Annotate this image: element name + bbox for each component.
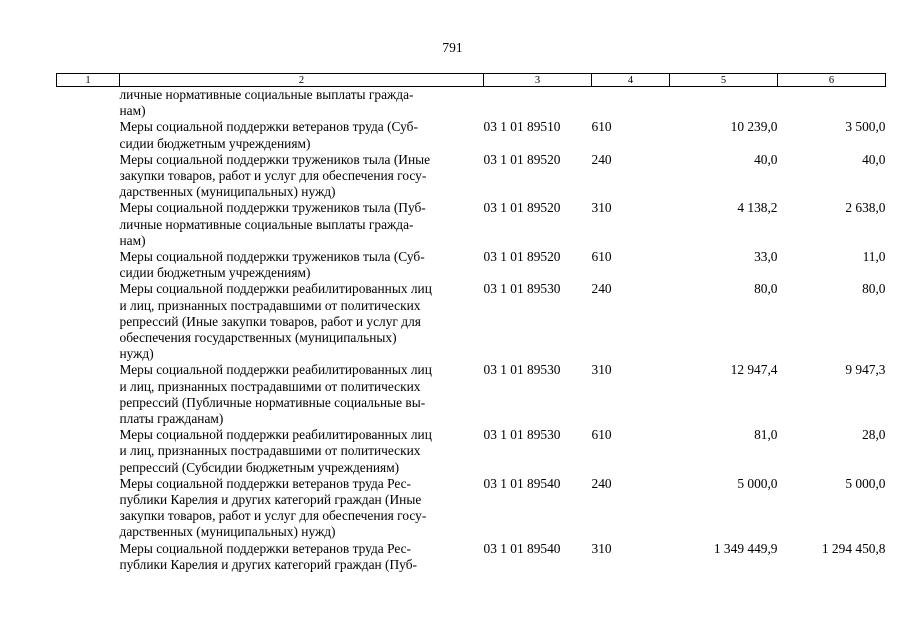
amount-column-6: 40,0	[862, 151, 886, 167]
row-number-cell	[57, 541, 120, 573]
budget-table	[56, 73, 886, 573]
expense-description: Меры социальной поддержки ветеранов труда Рес- публики Карелия и других категорий граждан (Иные закупки товаров, работ и услуг для обеспечения госу- дарственных (муниципальных) нужд)	[119, 475, 427, 540]
amount-column-5: 40,0	[754, 151, 778, 167]
row-number-cell	[57, 427, 120, 476]
expense-type-code: 240	[591, 281, 612, 297]
amount-column-6: 11,0	[862, 249, 886, 265]
amount-column-5: 4 138,2	[737, 200, 778, 216]
target-article-code: 03 1 01 89520	[483, 200, 561, 216]
expense-type-code: 610	[591, 427, 612, 443]
table-row	[57, 281, 886, 362]
row-number-cell	[57, 119, 120, 151]
target-article-code	[484, 87, 592, 120]
amount-column-5: 10 239,0	[730, 119, 778, 135]
target-article-code: 03 1 01 89540	[483, 540, 561, 556]
expense-description: Меры социальной поддержки тружеников тыла (Иные закупки товаров, работ и услуг для обеспечения госу- дарственных (муниципальных) нужд)	[119, 151, 431, 200]
row-number-cell	[57, 200, 120, 249]
expense-description: Меры социальной поддержки реабилитированных лиц и лиц, признанных пострадавшими от политических репрессий (Субсидии бюджетным учреждениям)	[119, 427, 432, 475]
row-number-cell	[57, 362, 120, 427]
table-row	[57, 476, 886, 541]
amount-column-6: 3 500,0	[845, 119, 886, 135]
amount-column-6: 1 294 450,8	[821, 540, 886, 556]
target-article-code: 03 1 01 89530	[483, 362, 561, 378]
target-article-code: 03 1 01 89510	[483, 119, 561, 135]
amount-column-6: 80,0	[862, 281, 886, 297]
amount-column-6: 2 638,0	[845, 200, 886, 216]
expense-type-code: 310	[591, 540, 612, 556]
page-number: 791	[442, 40, 463, 55]
amount-column-5: 81,0	[754, 427, 778, 443]
row-number-cell	[57, 249, 120, 281]
target-article-code: 03 1 01 89520	[483, 151, 561, 167]
expense-description: личные нормативные социальные выплаты гражда- нам)	[119, 87, 414, 119]
table-row	[57, 152, 886, 201]
expense-description: Меры социальной поддержки реабилитированных лиц и лиц, признанных пострадавшими от политических репрессий (Иные закупки товаров, работ и услуг для обеспечения государственных (муниципальных) нужд)	[119, 281, 432, 362]
expense-type-code: 310	[591, 362, 612, 378]
column-header-1: 1	[57, 74, 120, 87]
column-header-5: 5	[670, 74, 778, 87]
expense-description: Меры социальной поддержки тружеников тыла (Суб- сидии бюджетным учреждениям)	[119, 249, 425, 281]
expense-type-code: 610	[591, 119, 612, 135]
amount-column-5: 1 349 449,9	[713, 540, 778, 556]
table-row	[57, 362, 886, 427]
column-header-2: 2	[120, 74, 484, 87]
target-article-code: 03 1 01 89520	[483, 249, 561, 265]
column-header-4: 4	[592, 74, 670, 87]
amount-column-5: 33,0	[754, 249, 778, 265]
expense-description: Меры социальной поддержки реабилитированных лиц и лиц, признанных пострадавшими от политических репрессий (Публичные нормативные социальные вы- платы гражданам)	[119, 362, 432, 427]
amount-column-5	[670, 87, 778, 120]
table-row	[57, 119, 886, 151]
target-article-code: 03 1 01 89540	[483, 475, 561, 491]
column-header-3: 3	[484, 74, 592, 87]
expense-type-code: 310	[591, 200, 612, 216]
expense-description: Меры социальной поддержки тружеников тыла (Пуб- личные нормативные социальные выплаты гражда- нам)	[119, 200, 426, 248]
table-row	[57, 427, 886, 476]
expense-type-code: 240	[591, 475, 612, 491]
table-row	[57, 87, 886, 120]
table-body	[57, 87, 886, 574]
table-row	[57, 200, 886, 249]
expense-type-code: 610	[591, 249, 612, 265]
row-number-cell	[57, 281, 120, 362]
table-row	[57, 249, 886, 281]
amount-column-5: 12 947,4	[730, 362, 778, 378]
amount-column-5: 80,0	[754, 281, 778, 297]
target-article-code: 03 1 01 89530	[483, 281, 561, 297]
amount-column-6: 5 000,0	[845, 475, 886, 491]
row-number-cell	[57, 87, 120, 120]
column-number-header	[57, 74, 886, 87]
target-article-code: 03 1 01 89530	[483, 427, 561, 443]
table-row	[57, 541, 886, 573]
expense-description: Меры социальной поддержки ветеранов труда Рес- публики Карелия и других категорий граждан (Пуб-	[119, 540, 417, 572]
expense-description: Меры социальной поддержки ветеранов труда (Суб- сидии бюджетным учреждениям)	[119, 119, 418, 151]
expense-type-code	[592, 87, 670, 120]
row-number-cell	[57, 476, 120, 541]
column-header-6: 6	[778, 74, 886, 87]
amount-column-6: 9 947,3	[845, 362, 886, 378]
row-number-cell	[57, 152, 120, 201]
expense-type-code: 240	[591, 151, 612, 167]
amount-column-6: 28,0	[862, 427, 886, 443]
amount-column-6	[778, 87, 886, 120]
amount-column-5: 5 000,0	[737, 475, 778, 491]
